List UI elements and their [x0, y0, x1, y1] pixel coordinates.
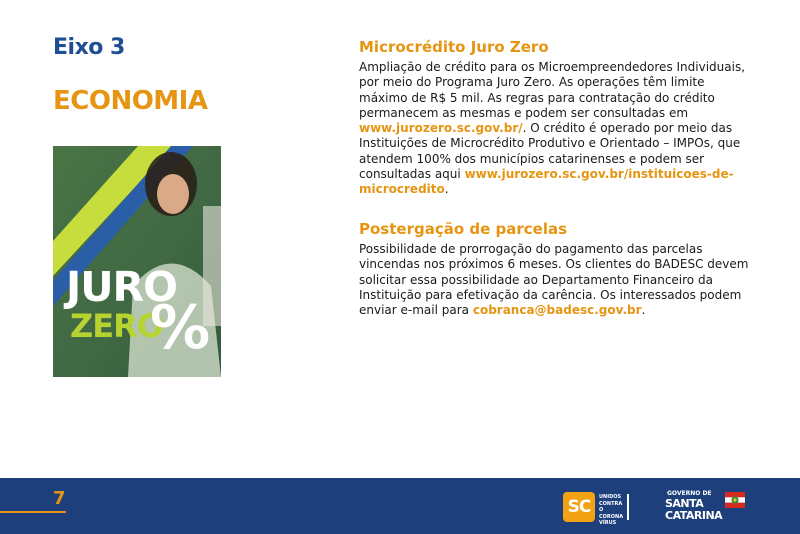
page-number-underline [0, 511, 66, 513]
sc-logo-tagline [599, 494, 625, 527]
juro-zero-promo-image [53, 146, 221, 377]
axis-label: Eixo 3 [53, 35, 125, 60]
gov-logo-line2: CATARINA [665, 509, 723, 522]
sc-logo-divider [627, 494, 629, 520]
gov-logo-top: GOVERNO DE [667, 490, 712, 497]
santa-catarina-flag-icon [725, 492, 745, 508]
sc-tag-line-3: CORONA [599, 513, 624, 520]
sc-tag-line-2: CONTRA O [599, 500, 623, 513]
installments-section [359, 220, 754, 318]
microcredit-text-end: . [444, 182, 449, 197]
installments-text-part1: Possibilidade de prorrogação do pagamento das parcelas vincendas nos próximos 6 meses. Os clientes do BADESC devem solicitar essa possibilidade ao Departamento Financeiro da Instituição para efetivação da carência. Os interessados podem enviar e-mail para [359, 242, 749, 318]
microcredit-text-part1: Ampliação de crédito para os Microempreendedores Individuais, por meio do Programa Juro Zero. As operações têm limite máximo de R$ 5 mil. As regras para contratação do crédito permanecem as mesmas e podem ser consultadas em [359, 60, 746, 120]
government-logo [665, 490, 747, 526]
jurozero-link[interactable]: www.jurozero.sc.gov.br/ [359, 121, 523, 136]
installments-title: Postergação de parcelas [359, 220, 568, 238]
installments-text-end: . [641, 303, 646, 318]
promo-zero-text: ZERO [70, 307, 163, 345]
percent-icon: % [150, 293, 211, 363]
microcredit-section [359, 38, 754, 198]
email-link[interactable]: cobranca@badesc.gov.br [472, 303, 642, 318]
page-number: 7 [53, 488, 66, 509]
sc-logo-mark: SC [563, 492, 595, 522]
impos-link[interactable]: www.jurozero.sc.gov.br/instituicoes-de-microcredito [359, 167, 734, 197]
section-title: ECONOMIA [53, 86, 208, 116]
microcredit-title: Microcrédito Juro Zero [359, 38, 549, 56]
sc-logo-icon [563, 490, 631, 524]
sc-tag-line-4: VÍRUS [599, 520, 617, 526]
promo-juro-text: JURO [66, 263, 177, 311]
sc-tag-line-1: UNIDOS [599, 494, 622, 500]
installments-text [359, 242, 754, 318]
microcredit-text [359, 60, 754, 198]
microcredit-text-part2: . O crédito é operado por meio das Instituições de Microcrédito Produtivo e Orientado – IMPOs, que atendem 100% dos municípios catarinenses e podem ser consultadas aqui [359, 121, 741, 182]
gov-logo-line1: SANTA [665, 497, 704, 510]
